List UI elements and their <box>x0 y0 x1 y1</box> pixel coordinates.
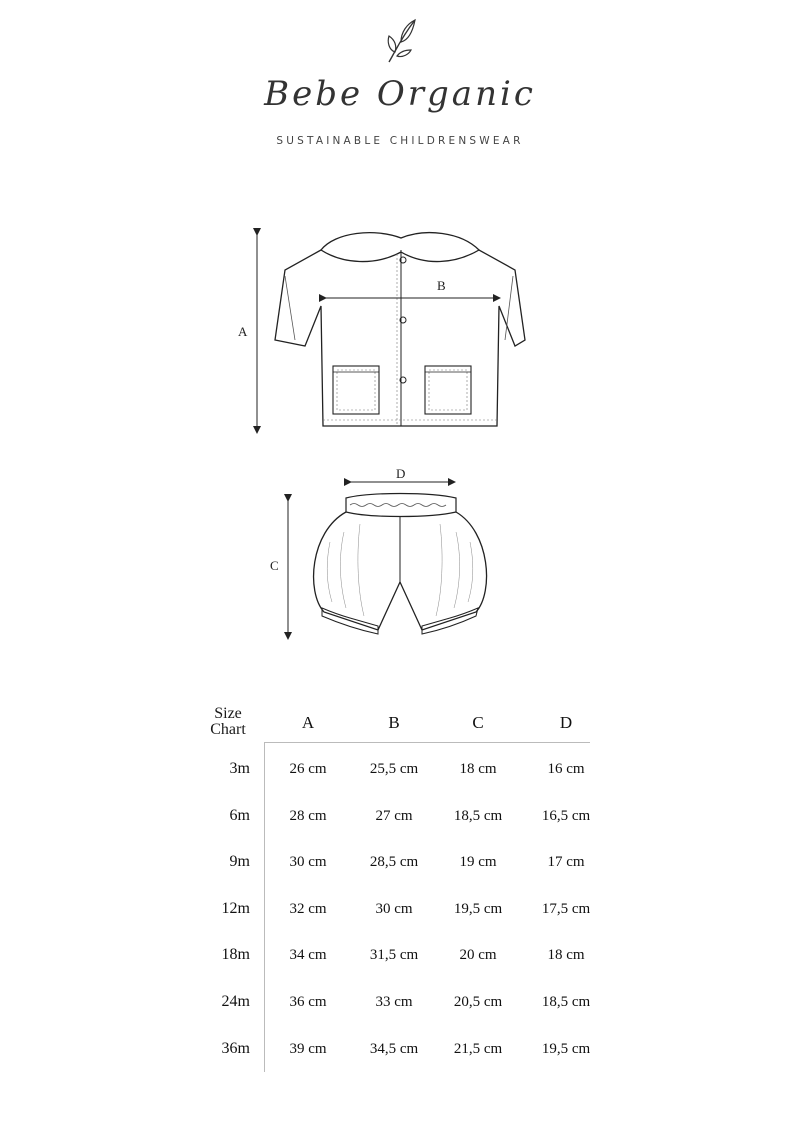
row-size-label: 3m <box>229 760 250 777</box>
table-cell: 18 cm <box>547 947 585 964</box>
column-header-d: D <box>559 713 573 732</box>
column-header-c: C <box>472 713 484 732</box>
table-cell: 28,5 cm <box>369 854 419 871</box>
column-header-b: B <box>388 713 400 732</box>
table-cell: 20 cm <box>459 947 497 964</box>
brand-tagline: SUSTAINABLE CHILDRENSWEAR <box>276 135 524 147</box>
table-cell: 25,5 cm <box>369 761 419 777</box>
row-size-label: 9m <box>229 853 250 871</box>
table-cell: 18 cm <box>459 761 497 777</box>
label-b: B <box>437 278 446 293</box>
label-c: C <box>270 558 279 573</box>
table-cell: 34 cm <box>289 947 327 964</box>
table-cell: 19,5 cm <box>541 1040 591 1057</box>
size-chart-table <box>200 700 600 1080</box>
table-cell: 30 cm <box>375 900 413 917</box>
table-cell: 34,5 cm <box>369 1040 419 1057</box>
table-cell: 18,5 cm <box>541 994 591 1010</box>
table-cell: 28 cm <box>289 807 327 824</box>
table-cell: 17,5 cm <box>541 900 591 917</box>
size-chart-title-line1: Size <box>214 705 242 722</box>
row-size-label: 12m <box>221 899 250 917</box>
table-cell: 26 cm <box>289 761 327 777</box>
brand-name: Bebe Organic <box>264 74 536 114</box>
leaf-sprig-icon <box>383 16 419 66</box>
table-cell: 16,5 cm <box>541 807 591 824</box>
table-cell: 16 cm <box>547 761 585 777</box>
table-cell: 39 cm <box>289 1040 327 1057</box>
table-cell: 30 cm <box>289 854 327 871</box>
size-chart-title-line2: Chart <box>210 721 246 738</box>
size-chart-title <box>200 706 256 738</box>
label-a: A <box>238 324 248 339</box>
table-header-divider <box>264 742 590 743</box>
table-cell: 17 cm <box>547 854 585 871</box>
row-size-label: 36m <box>221 1039 250 1057</box>
label-d: D <box>396 466 406 481</box>
table-cell: 31,5 cm <box>369 947 419 964</box>
table-cell: 21,5 cm <box>453 1040 503 1057</box>
row-size-label: 24m <box>221 993 250 1010</box>
table-cell: 19 cm <box>459 854 497 871</box>
table-cell: 32 cm <box>289 900 327 917</box>
table-cell: 20,5 cm <box>453 994 503 1010</box>
row-size-label: 18m <box>221 946 250 964</box>
row-size-label: 6m <box>229 806 250 824</box>
shirt-diagram <box>225 220 545 440</box>
bloomers-diagram <box>260 462 490 642</box>
table-cell: 36 cm <box>289 994 327 1010</box>
table-cell: 18,5 cm <box>453 807 503 824</box>
table-cell: 19,5 cm <box>453 900 503 917</box>
table-cell: 33 cm <box>375 994 413 1010</box>
column-header-a: A <box>301 713 315 732</box>
table-cell: 27 cm <box>375 807 413 824</box>
